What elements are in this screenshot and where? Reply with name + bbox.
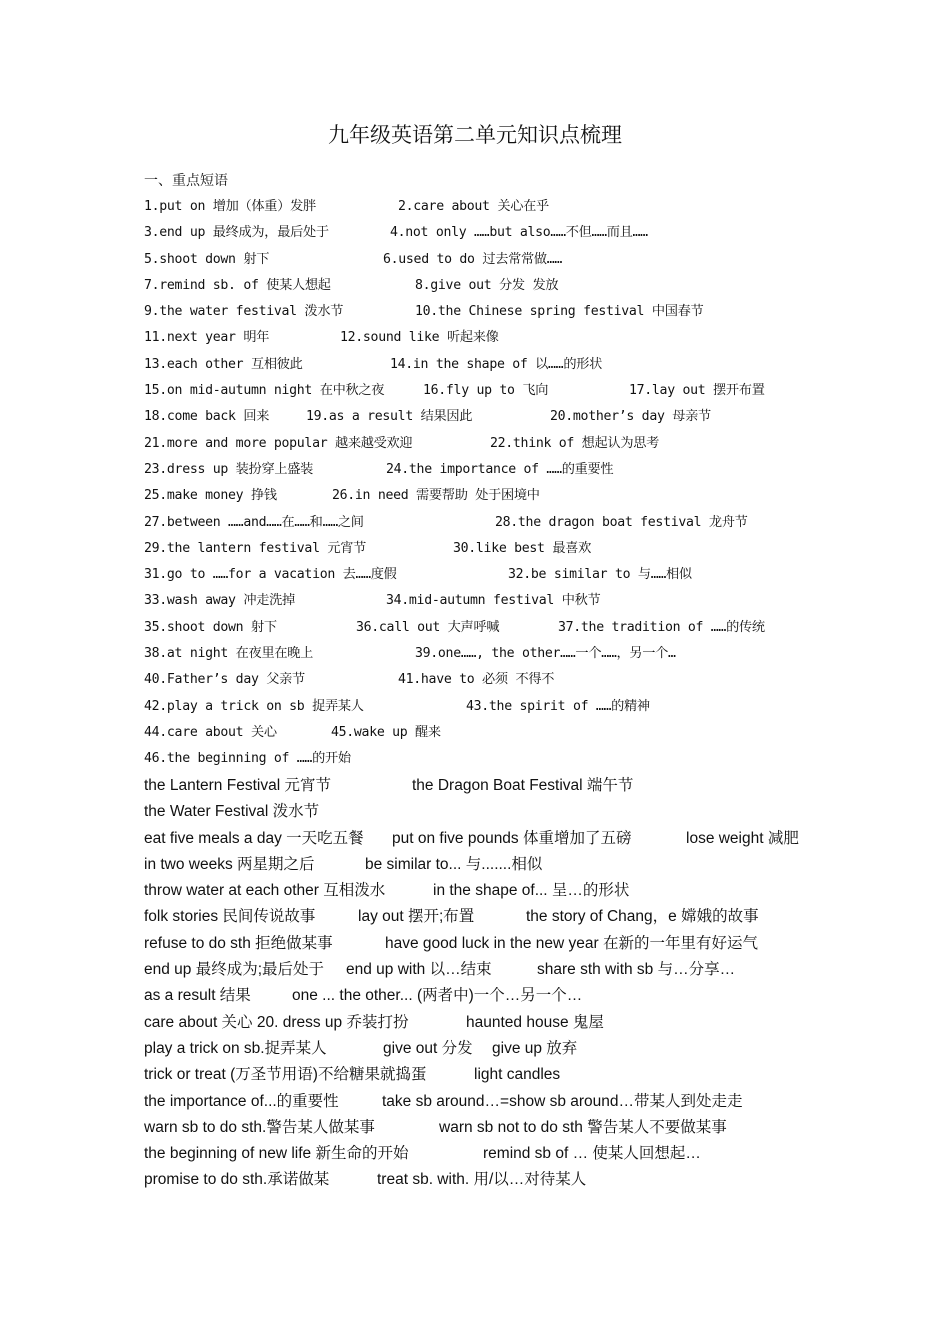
- expression-item: folk stories 民间传说故事: [144, 908, 316, 926]
- expression-item: throw water at each other 互相泼水: [144, 882, 386, 900]
- phrase-item: 43.the spirit of ……的精神: [466, 698, 650, 714]
- expression-item: care about 关心 20. dress up 乔装打扮: [144, 1013, 409, 1031]
- phrase-item: 42.play a trick on sb 捉弄某人: [144, 698, 364, 714]
- phrase-item: 41.have to 必须 不得不: [398, 672, 555, 688]
- expression-item: give out 分发: [383, 1039, 473, 1057]
- expression-line: [144, 1036, 824, 1062]
- phrase-item: 5.shoot down 射下: [144, 251, 270, 267]
- phrase-item: 18.come back 回来: [144, 409, 270, 425]
- phrase-line: [144, 694, 824, 720]
- expression-item: play a trick on sb.捉弄某人: [144, 1039, 327, 1057]
- expression-item: as a result 结果: [144, 987, 251, 1005]
- expression-item: the Lantern Festival 元宵节: [144, 777, 331, 794]
- phrase-line: [144, 299, 824, 325]
- phrase-item: 40.Father’s day 父亲节: [144, 672, 305, 688]
- phrase-item: 27.between ……and……在……和……之间: [144, 514, 364, 530]
- expression-item: the story of Chang，e 嫦娥的故事: [526, 908, 759, 926]
- expression-line: [144, 773, 824, 799]
- phrase-item: 26.in need 需要帮助 处于困境中: [332, 488, 540, 504]
- phrase-item: 36.call out 大声呼喊: [356, 619, 500, 635]
- phrase-line: [144, 404, 824, 430]
- phrase-item: 10.the Chinese spring festival 中国春节: [415, 304, 704, 320]
- phrase-line: [144, 588, 824, 614]
- phrase-item: 24.the importance of ……的重要性: [386, 461, 614, 477]
- expression-line: [144, 1062, 824, 1088]
- expression-item: light candles: [474, 1066, 561, 1084]
- phrase-line: [144, 746, 824, 772]
- expression-item: remind sb of … 使某人回想起…: [483, 1145, 701, 1163]
- phrase-item: 28.the dragon boat festival 龙舟节: [495, 514, 748, 530]
- phrase-line: [144, 378, 824, 404]
- phrase-item: 22.think of 想起认为思考: [490, 435, 659, 451]
- expression-item: lay out 摆开;布置: [358, 908, 475, 926]
- phrase-item: 21.more and more popular 越来越受欢迎: [144, 435, 413, 451]
- expression-item: the importance of...的重要性: [144, 1092, 339, 1110]
- phrase-item: 23.dress up 装扮穿上盛装: [144, 461, 313, 477]
- phrase-item: 4.not only ……but also……不但……而且……: [390, 225, 648, 241]
- expression-item: lose weight 减肥: [686, 829, 799, 847]
- phrase-item: 13.each other 互相彼此: [144, 356, 303, 372]
- expression-line: [144, 1089, 824, 1115]
- expression-item: eat five meals a day 一天吃五餐: [144, 829, 364, 847]
- phrase-item: 3.end up 最终成为，最后处于: [144, 225, 329, 241]
- phrase-item: 8.give out 分发 发放: [415, 277, 559, 293]
- phrase-item: 20.mother’s day 母亲节: [550, 409, 711, 425]
- expression-line: [144, 826, 824, 852]
- expression-item: promise to do sth.承诺做某: [144, 1171, 330, 1189]
- phrase-line: [144, 247, 824, 273]
- phrase-line: [144, 457, 824, 483]
- phrase-item: 35.shoot down 射下: [144, 619, 277, 635]
- expression-item: give up 放弃: [492, 1039, 578, 1057]
- phrase-item: 19.as a result 结果因此: [306, 409, 473, 425]
- expression-item: trick or treat (万圣节用语)不给糖果就捣蛋: [144, 1066, 427, 1084]
- phrase-line: [144, 536, 824, 562]
- expression-line: [144, 799, 824, 825]
- phrase-item: 46.the beginning of ……的开始: [144, 751, 351, 767]
- phrase-item: 1.put on 增加（体重）发胖: [144, 199, 316, 214]
- phrase-item: 44.care about 关心: [144, 724, 277, 740]
- expression-item: end up 最终成为;最后处于: [144, 961, 325, 979]
- expression-line: [144, 1010, 824, 1036]
- expression-item: the Water Festival 泼水节: [144, 803, 320, 821]
- phrase-list: [144, 194, 824, 773]
- expression-line: [144, 1115, 824, 1141]
- phrase-line: [144, 325, 824, 351]
- phrase-item: 31.go to ……for a vacation 去……度假: [144, 567, 397, 583]
- expression-line: [144, 1141, 824, 1167]
- expression-item: end up with 以…结束: [346, 961, 492, 979]
- phrase-item: 30.like best 最喜欢: [453, 540, 591, 556]
- expression-item: take sb around…=show sb around…带某人到处走走: [382, 1092, 743, 1110]
- phrase-item: 32.be similar to 与……相似: [508, 567, 692, 583]
- phrase-item: 38.at night 在夜里在晚上: [144, 646, 313, 662]
- document-title: 九年级英语第二单元知识点梳理: [328, 123, 622, 147]
- phrase-item: 29.the lantern festival 元宵节: [144, 540, 367, 556]
- phrase-item: 25.make money 挣钱: [144, 488, 277, 504]
- expression-line: [144, 983, 824, 1009]
- phrase-line: [144, 483, 824, 509]
- phrase-item: 2.care about 关心在乎: [398, 199, 549, 214]
- phrase-item: 9.the water festival 泼水节: [144, 304, 344, 320]
- phrase-line: [144, 667, 824, 693]
- expression-item: refuse to do sth 拒绝做某事: [144, 934, 333, 952]
- expression-line: [144, 957, 824, 983]
- phrase-line: [144, 352, 824, 378]
- phrase-line: [144, 615, 824, 641]
- phrase-line: [144, 194, 824, 220]
- phrase-item: 14.in the shape of 以……的形状: [390, 356, 602, 372]
- expression-item: haunted house 鬼屋: [466, 1013, 604, 1031]
- expression-line: [144, 1167, 824, 1193]
- phrase-item: 16.fly up to 飞向: [423, 383, 549, 399]
- phrase-item: 11.next year 明年: [144, 330, 270, 346]
- expression-item: in two weeks 两星期之后: [144, 855, 315, 873]
- phrase-line: [144, 510, 824, 536]
- expression-line: [144, 904, 824, 930]
- expression-list: [144, 773, 824, 1194]
- expression-item: one ... the other... (两者中)一个…另一个…: [292, 987, 583, 1005]
- expression-item: in the shape of... 呈…的形状: [433, 882, 630, 900]
- expression-item: treat sb. with. 用/以…对待某人: [377, 1171, 587, 1189]
- phrase-line: [144, 562, 824, 588]
- expression-line: [144, 931, 824, 957]
- expression-item: warn sb not to do sth 警告某人不要做某事: [439, 1118, 727, 1136]
- phrase-line: [144, 220, 824, 246]
- expression-line: [144, 878, 824, 904]
- expression-item: share sth with sb 与…分享…: [537, 961, 736, 979]
- expression-item: the beginning of new life 新生命的开始: [144, 1145, 409, 1163]
- phrase-item: 12.sound like 听起来像: [340, 330, 499, 346]
- phrase-item: 39.one……, the other……一个……，另一个…: [415, 646, 676, 662]
- phrase-item: 45.wake up 醒来: [331, 724, 441, 740]
- phrase-item: 7.remind sb. of 使某人想起: [144, 277, 331, 293]
- expression-item: the Dragon Boat Festival 端午节: [412, 777, 634, 794]
- expression-item: have good luck in the new year 在新的一年里有好运气: [385, 934, 758, 952]
- phrase-item: 17.lay out 摆开布置: [629, 383, 765, 399]
- section-heading: 一、重点短语: [144, 173, 228, 189]
- expression-item: warn sb to do sth.警告某人做某事: [144, 1118, 375, 1136]
- phrase-line: [144, 431, 824, 457]
- phrase-item: 6.used to do 过去常常做……: [383, 251, 563, 267]
- phrase-item: 15.on mid-autumn night 在中秋之夜: [144, 383, 385, 399]
- phrase-item: 34.mid-autumn festival 中秋节: [386, 593, 601, 609]
- expression-line: [144, 852, 824, 878]
- phrase-item: 33.wash away 冲走洗掉: [144, 593, 295, 609]
- phrase-item: 37.the tradition of ……的传统: [558, 619, 765, 635]
- phrase-line: [144, 720, 824, 746]
- expression-item: put on five pounds 体重增加了五磅: [392, 829, 632, 847]
- phrase-line: [144, 273, 824, 299]
- expression-item: be similar to... 与.......相似: [365, 855, 543, 873]
- phrase-line: [144, 641, 824, 667]
